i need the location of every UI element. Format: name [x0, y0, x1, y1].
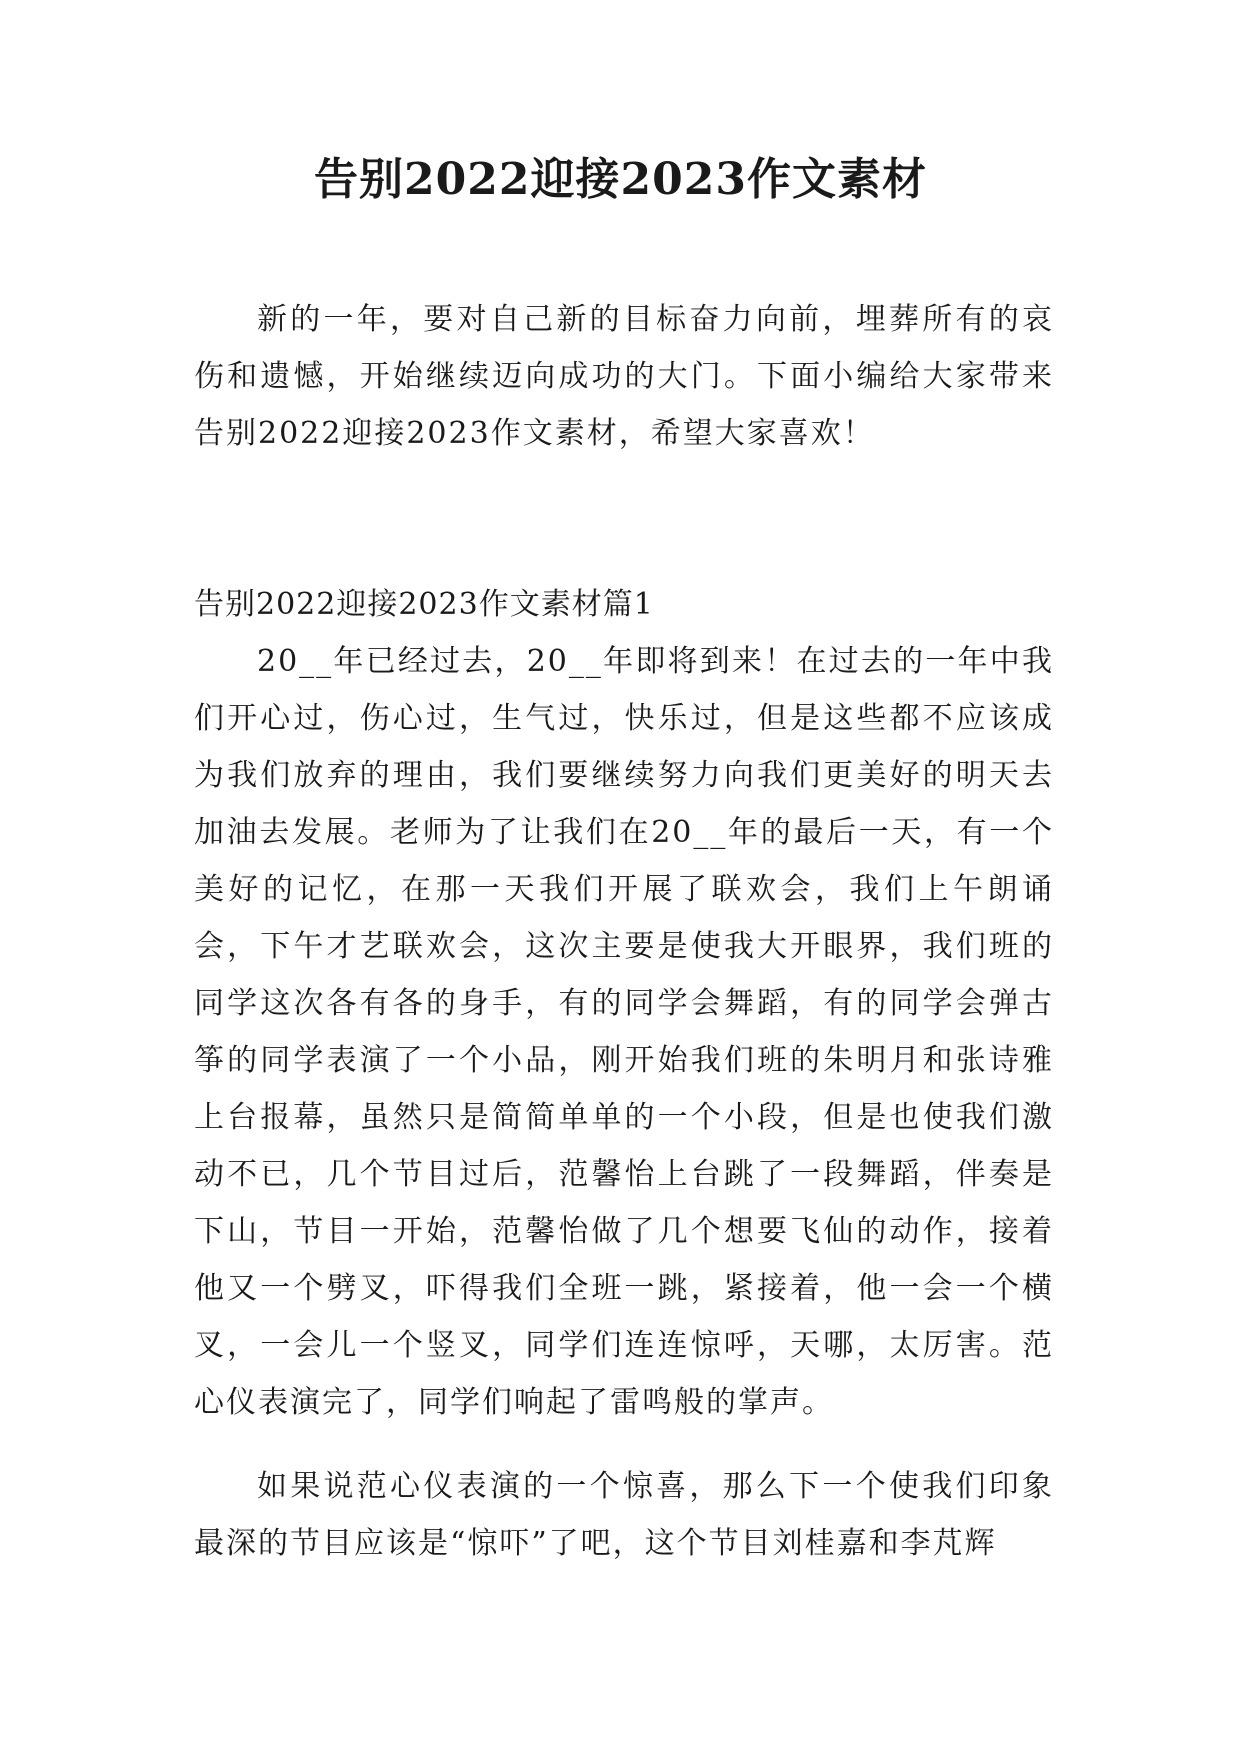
document-title: 告别2022迎接2023作文素材: [314, 154, 927, 205]
section-heading: 告别2022迎接2023作文素材篇1: [194, 587, 654, 622]
body-paragraph: 20__年已经过去，20__年即将到来！在过去的一年中我们开心过，伤心过，生气过，快乐过，但是这些都不应该成为我们放弃的理由，我们要继续努力向我们更美好的明天去加油去发展。老师为了让我们在20__年的最后一天，有一个美好的记忆，在那一天我们开展了联欢会，我们上午朗诵会，下午才艺联欢会，这次主要是使我大开眼界，我们班的同学这次各有各的身手，有的同学会舞蹈，有的同学会弹古筝的同学表演了一个小品，刚开始我们班的朱明月和张诗雅上台报幕，虽然只是简简单单的一个小段，但是也使我们激动不已，几个节目过后，范馨怡上台跳了一段舞蹈，伴奏是下山，节目一开始，范馨怡做了几个想要飞仙的动作，接着他又一个劈叉，吓得我们全班一跳，紧接着，他一会一个横叉，一会儿一个竖叉，同学们连连惊呼，天哪，太厉害。范心仪表演完了，同学们响起了雷鸣般的掌声。: [194, 644, 1054, 1420]
body-paragraph: 如果说范心仪表演的一个惊喜，那么下一个使我们印象最深的节目应该是“惊吓”了吧，这个节目刘桂嘉和李芃辉: [194, 1469, 1054, 1561]
intro-paragraph: 新的一年，要对自己新的目标奋力向前，埋葬所有的哀伤和遗憾，开始继续迈向成功的大门。下面小编给大家带来告别2022迎接2023作文素材，希望大家喜欢！: [194, 302, 1054, 451]
